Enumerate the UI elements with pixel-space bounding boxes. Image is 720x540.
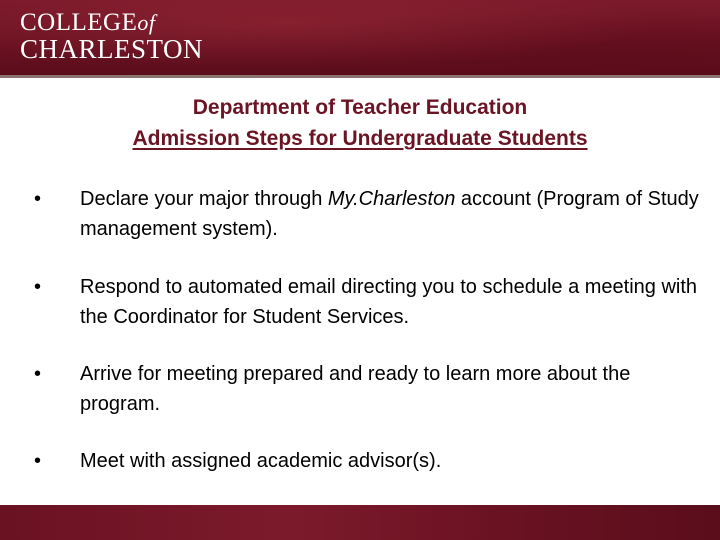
logo-word-college: COLLEGE	[20, 9, 138, 36]
logo-line-1	[20, 10, 156, 36]
footer-band	[0, 505, 720, 540]
step-text-before: Declare your major through	[80, 188, 328, 210]
logo-word-charleston: CHARLESTON	[20, 34, 204, 64]
step-text-after: account (Program of Study management system).	[80, 188, 699, 240]
header-band	[0, 0, 720, 75]
slide-title	[0, 92, 720, 154]
title-line-2	[0, 123, 720, 154]
step-text: Arrive for meeting prepared and ready to learn more about the program.	[80, 363, 631, 415]
mycharleston-emphasis: My.Charleston	[327, 188, 456, 210]
bullet-icon: •	[34, 188, 42, 210]
bullet-icon: •	[34, 450, 42, 472]
bullet-icon: •	[34, 276, 42, 298]
title-line-1: Department of Teacher Education	[192, 96, 528, 119]
title-subheading: Admission Steps for Undergraduate Students	[132, 127, 588, 150]
logo-word-of: of	[137, 10, 156, 35]
bullet-icon: •	[34, 363, 42, 385]
step-text: Meet with assigned academic advisor(s).	[80, 450, 442, 472]
college-logo	[20, 9, 204, 64]
step-text: Respond to automated email directing you to schedule a meeting with the Coordinator for Student Services.	[80, 276, 698, 328]
header-divider	[0, 75, 720, 78]
step-text	[80, 184, 700, 244]
